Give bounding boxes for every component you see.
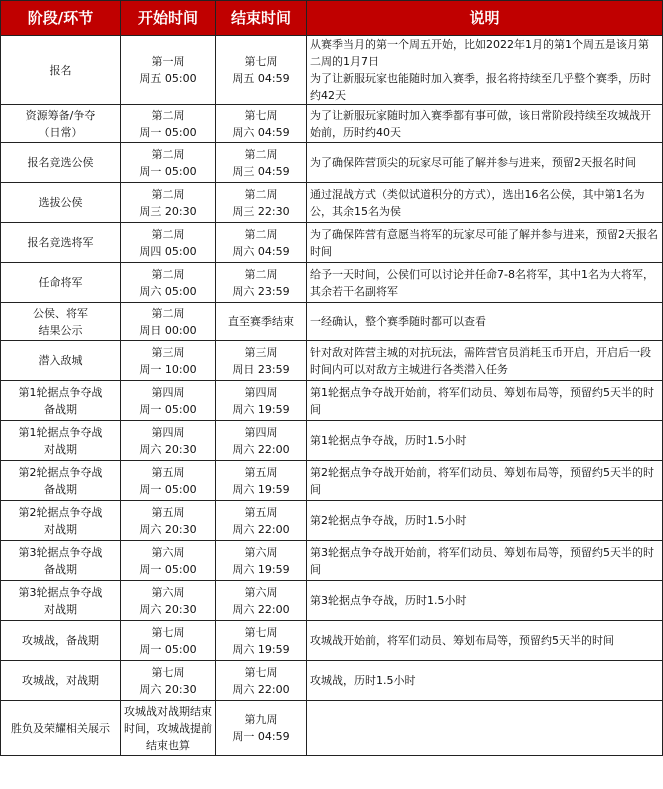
start-time-cell-line: 第二周 [151,147,185,161]
table-row [1,701,663,756]
stage-cell [1,501,121,541]
start-time-cell-line: 周日 00:00 [139,323,197,337]
description-cell-line: 第3轮据点争夺战，历时1.5小时 [310,594,467,607]
start-time-cell-line: 攻城战对战期结束时间，攻城战提前结束也算 [124,704,212,752]
description-cell [307,36,663,105]
stage-cell-line: 第1轮据点争夺战 [18,425,103,439]
end-time-cell [216,701,307,756]
stage-cell-line: 第3轮据点争夺战 [18,545,103,559]
description-cell [307,303,663,341]
description-cell-line: 攻城战开始前，将军们动员、筹划布局等，预留约5天半的时间 [310,634,614,647]
start-time-cell [121,421,216,461]
end-time-cell-line: 第七周 [244,55,278,68]
end-time-cell-line: 周六 04:59 [232,244,290,258]
end-time-cell [216,263,307,303]
start-time-cell [121,143,216,183]
end-time-cell-line: 周六 22:00 [232,522,290,536]
table-row [1,36,663,105]
start-time-cell [121,341,216,381]
stage-cell-line: （日常） [38,125,83,139]
header-row [1,1,663,36]
stage-cell-line: 选拔公侯 [38,196,83,209]
header-start: 开始时间 [121,1,216,36]
end-time-cell [216,541,307,581]
end-time-cell-line: 第二周 [244,227,278,241]
end-time-cell-line: 第九周 [244,713,278,726]
end-time-cell [216,381,307,421]
start-time-cell-line: 第六周 [151,545,185,559]
start-time-cell-line: 周一 05:00 [139,642,197,656]
description-cell-line: 第2轮据点争夺战开始前，将军们动员、筹划布局等，预留约5天半的时间 [310,465,654,496]
table-row [1,381,663,421]
start-time-cell-line: 第六周 [151,585,185,599]
end-time-cell-line: 周六 22:00 [232,442,290,456]
start-time-cell-line: 第二周 [151,306,185,320]
stage-cell-line: 结果公示 [38,323,83,337]
stage-cell [1,461,121,501]
end-time-cell-line: 周六 19:59 [232,642,290,656]
end-time-cell [216,143,307,183]
start-time-cell [121,263,216,303]
description-cell-line: 第2轮据点争夺战，历时1.5小时 [310,514,467,527]
stage-cell-line: 对战期 [44,602,77,616]
stage-cell-line: 第1轮据点争夺战 [18,385,103,399]
stage-cell-line: 任命将军 [38,276,83,289]
stage-cell-line: 备战期 [44,482,77,496]
stage-cell [1,421,121,461]
table-row [1,341,663,381]
stage-cell-line: 第2轮据点争夺战 [18,465,103,479]
end-time-cell [216,223,307,263]
end-time-cell-line: 第五周 [244,465,278,479]
stage-cell [1,303,121,341]
description-cell [307,581,663,621]
start-time-cell-line: 第二周 [151,227,185,241]
stage-cell-line: 报名 [49,63,72,77]
stage-cell-line: 胜负及荣耀相关展示 [11,721,110,735]
description-cell [307,461,663,501]
start-time-cell [121,581,216,621]
end-time-cell [216,183,307,223]
stage-cell-line: 备战期 [44,562,77,576]
start-time-cell [121,621,216,661]
header-stage: 阶段/环节 [1,1,121,36]
table-row [1,183,663,223]
stage-cell-line: 攻城战，对战期 [22,674,99,687]
start-time-cell-line: 周六 20:30 [139,522,197,536]
table-row [1,541,663,581]
stage-cell [1,581,121,621]
end-time-cell-line: 周六 19:59 [232,482,290,496]
end-time-cell-line: 第二周 [244,147,278,161]
stage-cell [1,621,121,661]
end-time-cell-line: 周一 04:59 [232,730,290,743]
end-time-cell [216,421,307,461]
stage-cell-line: 第3轮据点争夺战 [18,585,103,599]
start-time-cell [121,461,216,501]
start-time-cell-line: 周五 05:00 [139,72,197,85]
end-time-cell [216,621,307,661]
table-row [1,661,663,701]
start-time-cell [121,541,216,581]
start-time-cell [121,36,216,105]
end-time-cell-line: 第七周 [244,625,278,639]
end-time-cell-line: 第六周 [244,585,278,599]
stage-cell [1,661,121,701]
description-cell-line: 一经确认，整个赛季随时都可以查看 [310,315,486,328]
end-time-cell [216,303,307,341]
end-time-cell-line: 周六 22:00 [232,682,290,696]
description-cell [307,105,663,143]
table-row [1,421,663,461]
start-time-cell [121,701,216,756]
stage-cell [1,541,121,581]
end-time-cell-line: 第二周 [244,267,278,281]
end-time-cell-line: 周三 04:59 [232,164,290,178]
stage-cell-line: 攻城战，备战期 [22,634,99,647]
header-desc: 说明 [307,1,663,36]
start-time-cell [121,223,216,263]
start-time-cell [121,183,216,223]
start-time-cell-line: 周三 20:30 [139,204,197,218]
stage-cell [1,223,121,263]
table-row [1,461,663,501]
start-time-cell [121,105,216,143]
end-time-cell [216,581,307,621]
end-time-cell-line: 第二周 [244,187,278,201]
start-time-cell-line: 第四周 [151,425,185,439]
description-cell [307,701,663,756]
start-time-cell-line: 第五周 [151,465,185,479]
start-time-cell-line: 第七周 [151,665,185,679]
stage-cell [1,105,121,143]
stage-cell-line: 报名竞选公侯 [27,156,94,169]
description-cell-line: 从赛季当月的第一个周五开始，比如2022年1月的第1个周五是该月第二周的1月7日 [310,38,649,68]
start-time-cell-line: 周一 10:00 [139,362,197,376]
start-time-cell-line: 第一周 [151,55,185,68]
start-time-cell-line: 周一 05:00 [139,562,197,576]
end-time-cell [216,461,307,501]
end-time-cell [216,105,307,143]
start-time-cell [121,381,216,421]
description-cell [307,381,663,421]
stage-cell [1,381,121,421]
end-time-cell-line: 周六 22:00 [232,602,290,616]
end-time-cell [216,501,307,541]
header-end: 结束时间 [216,1,307,36]
stage-cell [1,701,121,756]
start-time-cell-line: 第四周 [151,385,185,399]
start-time-cell-line: 周六 05:00 [139,284,197,298]
stage-cell [1,263,121,303]
start-time-cell-line: 周六 20:30 [139,682,197,696]
end-time-cell-line: 周日 23:59 [232,362,290,376]
description-cell [307,661,663,701]
description-cell [307,263,663,303]
table-row [1,143,663,183]
description-cell-line: 第1轮据点争夺战开始前，将军们动员、筹划布局等，预留约5天半的时间 [310,385,654,416]
end-time-cell-line: 第七周 [244,108,278,122]
stage-cell-line: 公侯、将军 [33,306,88,320]
end-time-cell-line: 第四周 [244,425,278,439]
start-time-cell-line: 第三周 [151,345,185,359]
description-cell-line: 为了确保阵营顶尖的玩家尽可能了解并参与进来，预留2天报名时间 [310,156,636,169]
start-time-cell-line: 第七周 [151,625,185,639]
end-time-cell-line: 第七周 [244,665,278,679]
end-time-cell-line: 第三周 [244,345,278,359]
start-time-cell [121,501,216,541]
stage-cell-line: 对战期 [44,442,77,456]
description-cell [307,541,663,581]
start-time-cell-line: 周一 05:00 [139,402,197,416]
start-time-cell [121,303,216,341]
start-time-cell-line: 周一 05:00 [139,125,197,139]
stage-cell [1,341,121,381]
end-time-cell-line: 第六周 [244,545,278,559]
description-cell-line: 为了让新服玩家随时加入赛季都有事可做，该日常阶段持续至攻城战开始前，历时约40天 [310,108,651,139]
description-cell-line: 为了确保阵营有意愿当将军的玩家尽可能了解并参与进来，预留2天报名时间 [310,227,658,258]
start-time-cell-line: 周六 20:30 [139,602,197,616]
description-cell [307,183,663,223]
start-time-cell-line: 第五周 [151,505,185,519]
table-row [1,263,663,303]
end-time-cell-line: 第五周 [244,505,278,519]
description-cell [307,621,663,661]
start-time-cell-line: 第二周 [151,108,185,122]
description-cell [307,501,663,541]
table-row [1,105,663,143]
stage-cell-line: 第2轮据点争夺战 [18,505,103,519]
description-cell-line: 攻城战，历时1.5小时 [310,674,416,687]
start-time-cell-line: 周四 05:00 [139,244,197,258]
start-time-cell [121,661,216,701]
description-cell-line: 针对敌对阵营主城的对抗玩法，需阵营官员消耗玉币开启，开启后一段时间内可以对敌方主城进行各类潜入任务 [310,345,651,376]
end-time-cell-line: 周六 04:59 [232,125,290,139]
stage-cell-line: 报名竞选将军 [27,236,94,249]
schedule-body [1,36,663,756]
table-row [1,501,663,541]
stage-cell [1,183,121,223]
end-time-cell-line: 周三 22:30 [232,204,290,218]
description-cell-line: 为了让新服玩家也能随时加入赛季，报名将持续至几乎整个赛季，历时约42天 [310,72,651,102]
description-cell [307,223,663,263]
stage-cell [1,143,121,183]
start-time-cell-line: 周六 20:30 [139,442,197,456]
table-row [1,303,663,341]
stage-cell [1,36,121,105]
stage-cell-line: 资源筹备/争夺 [25,108,96,122]
end-time-cell [216,341,307,381]
end-time-cell-line: 周五 04:59 [232,72,290,85]
stage-cell-line: 对战期 [44,522,77,536]
end-time-cell-line: 周六 19:59 [232,562,290,576]
description-cell [307,341,663,381]
description-cell-line: 给予一天时间，公侯们可以讨论并任命7-8名将军，其中1名为大将军，其余若干名副将军 [310,267,654,298]
start-time-cell-line: 周一 05:00 [139,482,197,496]
stage-cell-line: 备战期 [44,402,77,416]
table-row [1,581,663,621]
description-cell [307,421,663,461]
start-time-cell-line: 第二周 [151,267,185,281]
description-cell-line: 第1轮据点争夺战，历时1.5小时 [310,434,467,447]
description-cell-line: 通过混战方式（类似试道积分的方式），选出16名公侯，其中第1名为公，其余15名为侯 [310,187,645,218]
stage-cell-line: 潜入敌城 [38,354,83,367]
start-time-cell-line: 第二周 [151,187,185,201]
end-time-cell [216,661,307,701]
end-time-cell-line: 第四周 [244,385,278,399]
end-time-cell-line: 周六 23:59 [232,284,290,298]
table-row [1,223,663,263]
description-cell-line: 第3轮据点争夺战开始前，将军们动员、筹划布局等，预留约5天半的时间 [310,545,654,576]
description-cell [307,143,663,183]
end-time-cell-line: 直至赛季结束 [228,315,294,328]
end-time-cell-line: 周六 19:59 [232,402,290,416]
end-time-cell [216,36,307,105]
start-time-cell-line: 周一 05:00 [139,164,197,178]
table-row [1,621,663,661]
